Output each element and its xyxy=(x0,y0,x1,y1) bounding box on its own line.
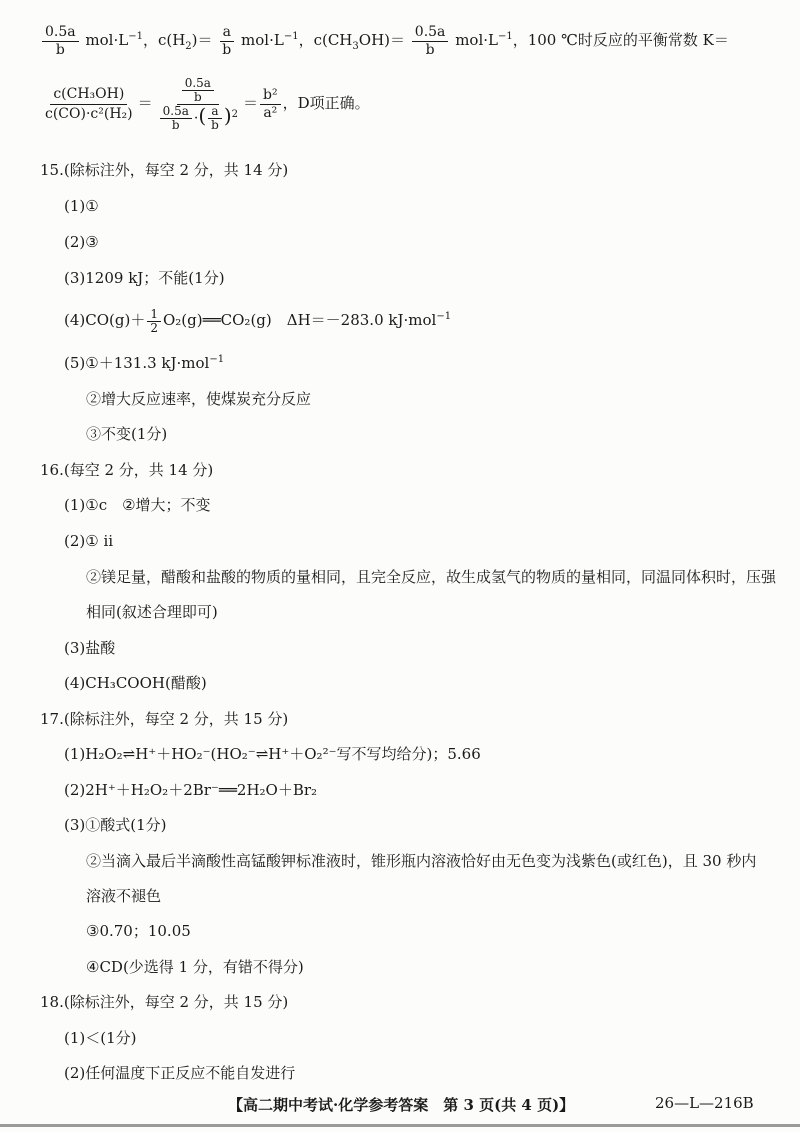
numerator xyxy=(177,77,219,105)
q18-answer-1: (1)＜(1分) xyxy=(64,1029,137,1047)
subscript: 2 xyxy=(185,41,192,52)
q17-answer-2: (2)2H⁺＋H₂O₂＋2Br⁻══2H₂O＋Br₂ xyxy=(64,781,318,799)
q15-answer-5-3: ③不变(1分) xyxy=(86,425,168,443)
q18-header: 18.(除标注外，每空 2 分，共 15 分) xyxy=(40,993,289,1011)
unit-text: mol·L xyxy=(241,31,284,49)
text: O₂(g)══CO₂(g) ΔH＝－283.0 kJ·mol xyxy=(162,311,437,329)
q16-answer-4: (4)CH₃COOH(醋酸) xyxy=(64,674,207,692)
q16-answer-2: (2)① ⅱ xyxy=(64,532,114,550)
superscript: −1 xyxy=(436,311,452,322)
denominator: b xyxy=(222,41,232,58)
unit-text: mol·L xyxy=(455,31,498,49)
denominator: a² xyxy=(263,104,278,121)
q17-answer-3: (3)①酸式(1分) xyxy=(64,816,167,834)
denominator: b xyxy=(193,89,202,104)
q15-header: 15.(除标注外，每空 2 分，共 14 分) xyxy=(40,161,289,179)
fraction xyxy=(160,105,192,132)
q15-answer-1: (1)① xyxy=(64,197,99,215)
fraction xyxy=(147,308,161,335)
denominator: b xyxy=(171,117,180,132)
superscript: −1 xyxy=(497,31,513,42)
q17-answer-3-4: ④CD(少选得 1 分，有错不得分) xyxy=(86,958,304,976)
q17-header: 17.(除标注外，每空 2 分，共 15 分) xyxy=(40,710,289,728)
subscript: 3 xyxy=(352,41,359,52)
numerator: a xyxy=(208,105,221,119)
denominator: b xyxy=(55,41,65,58)
concentration-line xyxy=(40,20,729,60)
fraction xyxy=(260,87,281,122)
denominator: b xyxy=(425,41,435,58)
superscript: −1 xyxy=(283,31,299,42)
numerator: a xyxy=(220,24,234,42)
q16-answer-3: (3)盐酸 xyxy=(64,639,116,657)
q17-answer-3-2b: 溶液不褪色 xyxy=(86,887,162,905)
q18-answer-2: (2)任何温度下正反应不能自发进行 xyxy=(64,1064,296,1082)
numerator: 0.5a xyxy=(42,24,79,42)
numerator: b² xyxy=(260,87,281,105)
q15-answer-5-2: ②增大反应速率，使煤炭充分反应 xyxy=(86,390,312,408)
q15-answer-5 xyxy=(64,353,224,373)
numerator: 0.5a xyxy=(160,105,192,119)
footer-code: 26—L—216B xyxy=(655,1094,754,1112)
q16-header: 16.(每空 2 分，共 14 分) xyxy=(40,461,214,479)
bottom-divider xyxy=(0,1124,800,1127)
text: )＝ xyxy=(191,31,213,49)
superscript: −1 xyxy=(128,31,143,42)
q15-answer-3: (3)1209 kJ；不能(1分) xyxy=(64,269,225,287)
q16-answer-1: (1)①c ②增大；不变 xyxy=(64,496,211,514)
text: ，c(H xyxy=(142,31,186,49)
fraction xyxy=(182,77,214,104)
fraction xyxy=(412,24,449,59)
fraction xyxy=(208,105,222,132)
fraction xyxy=(42,85,136,124)
numerator: 1 xyxy=(147,308,161,322)
text: ，c(CH xyxy=(298,31,353,49)
paren: ( xyxy=(198,103,207,127)
q17-answer-3-2: ②当滴入最后半滴酸性高锰酸钾标准液时，锥形瓶内溶液恰好由无色变为浅紫色(或红色)，且 30 秒内 xyxy=(86,852,757,870)
q17-answer-3-3: ③0.70；10.05 xyxy=(86,922,191,940)
compound-fraction xyxy=(155,77,241,132)
q16-answer-2-2b: 相同(叙述合理即可) xyxy=(86,603,218,621)
text: OH)＝ xyxy=(358,31,405,49)
text: (4)CO(g)＋ xyxy=(64,311,146,329)
denominator: b xyxy=(211,117,219,132)
fraction xyxy=(42,24,79,59)
equals-sign: ＝ xyxy=(243,94,259,112)
denominator: c(CO)·c²(H₂) xyxy=(45,105,133,122)
q16-answer-2-2: ②镁足量，醋酸和盐酸的物质的量相同，且完全反应，故生成氢气的物质的量相同，同温同体积时，压强 xyxy=(86,568,777,586)
text: ，D项正确。 xyxy=(282,94,370,112)
denominator: 2 xyxy=(150,320,158,335)
text: ，100 ℃时反应的平衡常数 K＝ xyxy=(512,31,729,49)
q15-answer-4 xyxy=(64,303,451,337)
fraction xyxy=(219,24,234,59)
text: (5)①＋131.3 kJ·mol xyxy=(64,354,210,372)
unit-text: mol·L xyxy=(85,31,129,49)
denominator xyxy=(155,105,241,132)
superscript: 2 xyxy=(231,108,239,120)
footer-title: 【高二期中考试·化学参考答案 第 3 页(共 4 页)】 xyxy=(228,1096,575,1114)
paren: ) xyxy=(223,103,232,127)
superscript: −1 xyxy=(209,354,225,365)
numerator: 0.5a xyxy=(182,77,214,91)
numerator: c(CH₃OH) xyxy=(50,85,127,105)
q15-answer-2: (2)③ xyxy=(64,233,99,251)
dot: · xyxy=(193,110,199,126)
numerator: 0.5a xyxy=(412,24,449,42)
page-footer xyxy=(0,1094,800,1116)
q17-answer-1: (1)H₂O₂⇌H⁺＋HO₂⁻(HO₂⁻⇌H⁺＋O₂²⁻写不写均给分)；5.66 xyxy=(64,745,481,763)
equals-sign: ＝ xyxy=(137,94,153,112)
equilibrium-constant-formula xyxy=(40,72,370,134)
